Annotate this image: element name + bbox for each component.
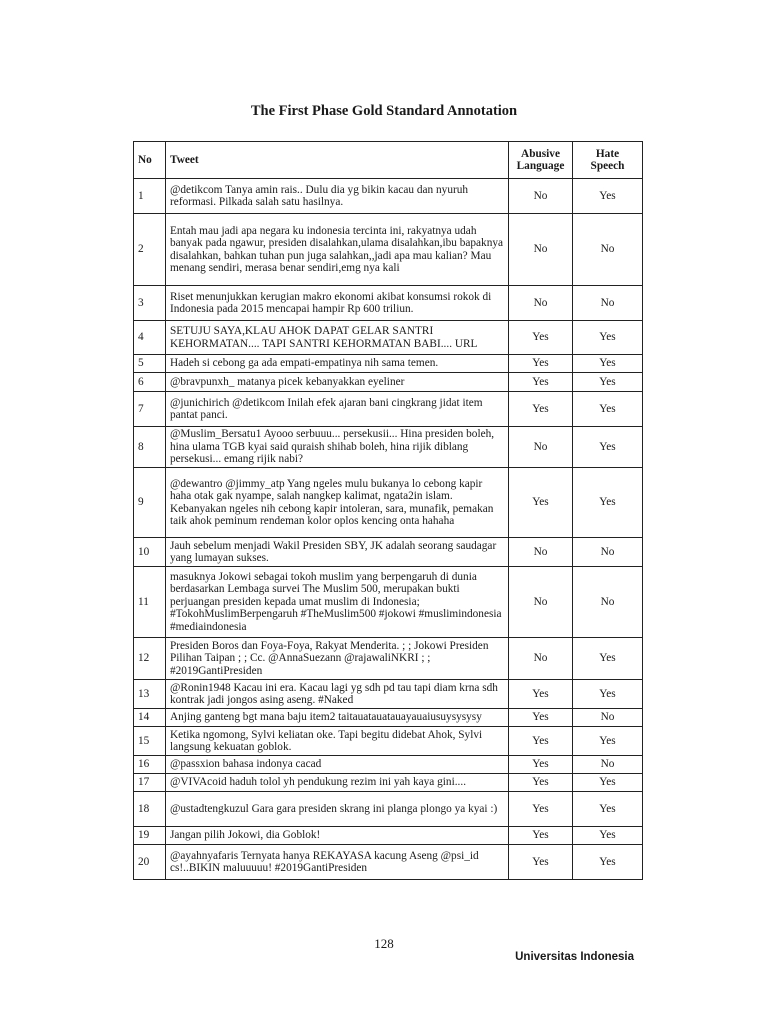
- tweet-text: Riset menunjukkan kerugian makro ekonomi akibat konsumsi rokok di Indonesia pada 2015 mencapai hampir Rp 600 triliun.: [166, 286, 509, 321]
- hate-label: Yes: [573, 845, 643, 880]
- tweet-text: @junichirich @detikcom Inilah efek ajaran bani cingkrang jidat item pantat panci.: [166, 392, 509, 427]
- tweet-text: Entah mau jadi apa negara ku indonesia tercinta ini, rakyatnya udah banyak pada ngawur, presiden disalahkan,ulama disalahkan,ibu bapaknya disalahkan, bahkan tuhan pun juga salahkan,,jadi apa mau kalian? Mau menang sendiri, merasa benar sendiri,emg nya kali: [166, 214, 509, 286]
- abusive-label: Yes: [509, 355, 573, 373]
- abusive-label: Yes: [509, 845, 573, 880]
- tweet-text: @detikcom Tanya amin rais.. Dulu dia yg bikin kacau dan nyuruh reformasi. Pilkada salah satu hasilnya.: [166, 179, 509, 214]
- row-number: 18: [134, 792, 166, 827]
- table-row: [134, 567, 643, 638]
- table-row: [134, 286, 643, 321]
- table-row: [134, 827, 643, 845]
- abusive-label: No: [509, 214, 573, 286]
- row-number: 17: [134, 774, 166, 792]
- hate-label: Yes: [573, 468, 643, 538]
- abusive-label: Yes: [509, 774, 573, 792]
- hate-label: Yes: [573, 392, 643, 427]
- hate-label: Yes: [573, 179, 643, 214]
- tweet-text: @ayahnyafaris Ternyata hanya REKAYASA kacung Aseng @psi_id cs!..BIKIN maluuuuu! #2019GantiPresiden: [166, 845, 509, 880]
- header-hate-speech: [573, 142, 643, 179]
- header-abusive-line1: Abusive: [521, 147, 560, 160]
- table-row: [134, 792, 643, 827]
- table-row: [134, 774, 643, 792]
- tweet-text: Ketika ngomong, Sylvi keliatan oke. Tapi begitu didebat Ahok, Sylvi langsung kekuatan goblok.: [166, 727, 509, 756]
- row-number: 6: [134, 373, 166, 392]
- row-number: 9: [134, 468, 166, 538]
- header-abusive-language: [509, 142, 573, 179]
- abusive-label: No: [509, 427, 573, 468]
- hate-label: Yes: [573, 827, 643, 845]
- row-number: 4: [134, 321, 166, 355]
- table-row: [134, 179, 643, 214]
- row-number: 7: [134, 392, 166, 427]
- tweet-text: @passxion bahasa indonya cacad: [166, 756, 509, 774]
- table-row: [134, 468, 643, 538]
- tweet-text: Hadeh si cebong ga ada empati-empatinya nih sama temen.: [166, 355, 509, 373]
- abusive-label: No: [509, 538, 573, 567]
- row-number: 5: [134, 355, 166, 373]
- table-header-row: [134, 142, 643, 179]
- hate-label: Yes: [573, 792, 643, 827]
- header-abusive-line2: Language: [516, 160, 565, 172]
- abusive-label: Yes: [509, 680, 573, 709]
- abusive-label: No: [509, 638, 573, 680]
- abusive-label: No: [509, 286, 573, 321]
- abusive-label: Yes: [509, 468, 573, 538]
- table-row: [134, 392, 643, 427]
- row-number: 3: [134, 286, 166, 321]
- hate-label: Yes: [573, 638, 643, 680]
- abusive-label: Yes: [509, 827, 573, 845]
- hate-label: Yes: [573, 373, 643, 392]
- abusive-label: Yes: [509, 321, 573, 355]
- table-row: [134, 638, 643, 680]
- tweet-text: Jauh sebelum menjadi Wakil Presiden SBY, JK adalah seorang saudagar yang lumayan sukses.: [166, 538, 509, 567]
- abusive-label: Yes: [509, 727, 573, 756]
- abusive-label: No: [509, 179, 573, 214]
- hate-label: No: [573, 567, 643, 638]
- abusive-label: No: [509, 567, 573, 638]
- row-number: 20: [134, 845, 166, 880]
- tweet-text: Presiden Boros dan Foya-Foya, Rakyat Menderita. ; ; Jokowi Presiden Pilihan Taipan ; ; Cc. @AnnaSuezann @rajawaliNKRI ; ; #2019GantiPresiden: [166, 638, 509, 680]
- header-no: No: [134, 142, 166, 179]
- table-row: [134, 427, 643, 468]
- table-row: [134, 214, 643, 286]
- tweet-text: @dewantro @jimmy_atp Yang ngeles mulu bukanya lo cebong kapir haha otak gak nyampe, salah nangkep kalimat, ngata2in islam. Kebanyakan ngeles nih cebong kapir intoleran, sara, munafik, pemakan taik ahok peminum rendeman kolor oplos kencing onta hahaha: [166, 468, 509, 538]
- tweet-text: Anjing ganteng bgt mana baju item2 taitauatauatauayauaiusuysysysy: [166, 709, 509, 727]
- row-number: 12: [134, 638, 166, 680]
- abusive-label: Yes: [509, 392, 573, 427]
- tweet-text: @bravpunxh_ matanya picek kebanyakkan eyeliner: [166, 373, 509, 392]
- table-row: [134, 727, 643, 756]
- table-row: [134, 756, 643, 774]
- tweet-text: Jangan pilih Jokowi, dia Goblok!: [166, 827, 509, 845]
- abusive-label: Yes: [509, 373, 573, 392]
- hate-label: Yes: [573, 321, 643, 355]
- row-number: 15: [134, 727, 166, 756]
- hate-label: Yes: [573, 680, 643, 709]
- row-number: 19: [134, 827, 166, 845]
- table-row: [134, 355, 643, 373]
- tweet-text: SETUJU SAYA,KLAU AHOK DAPAT GELAR SANTRI KEHORMATAN.... TAPI SANTRI KEHORMATAN BABI.... URL: [166, 321, 509, 355]
- row-number: 14: [134, 709, 166, 727]
- row-number: 13: [134, 680, 166, 709]
- header-hate-line2: Speech: [590, 160, 625, 172]
- hate-label: No: [573, 709, 643, 727]
- tweet-text: @Ronin1948 Kacau ini era. Kacau lagi yg sdh pd tau tapi diam krna sdh kontrak jadi jongos asing aseng. #Naked: [166, 680, 509, 709]
- table-row: [134, 845, 643, 880]
- hate-label: Yes: [573, 727, 643, 756]
- page-title: The First Phase Gold Standard Annotation: [250, 103, 518, 119]
- row-number: 1: [134, 179, 166, 214]
- table-row: [134, 373, 643, 392]
- abusive-label: Yes: [509, 756, 573, 774]
- hate-label: Yes: [573, 774, 643, 792]
- hate-label: No: [573, 286, 643, 321]
- hate-label: Yes: [573, 427, 643, 468]
- tweet-text: @VIVAcoid haduh tolol yh pendukung rezim ini yah kaya gini....: [166, 774, 509, 792]
- annotation-table: [133, 141, 643, 880]
- abusive-label: Yes: [509, 709, 573, 727]
- table-row: [134, 538, 643, 567]
- abusive-label: Yes: [509, 792, 573, 827]
- row-number: 8: [134, 427, 166, 468]
- row-number: 16: [134, 756, 166, 774]
- header-tweet: Tweet: [166, 142, 509, 179]
- header-hate-line1: Hate: [595, 147, 620, 160]
- table-row: [134, 709, 643, 727]
- hate-label: No: [573, 538, 643, 567]
- row-number: 2: [134, 214, 166, 286]
- hate-label: Yes: [573, 355, 643, 373]
- page-number: 128: [374, 936, 394, 951]
- footer-institution: Universitas Indonesia: [515, 951, 634, 963]
- row-number: 11: [134, 567, 166, 638]
- tweet-text: @ustadtengkuzul Gara gara presiden skrang ini planga plongo ya kyai :): [166, 792, 509, 827]
- hate-label: No: [573, 756, 643, 774]
- table-row: [134, 680, 643, 709]
- tweet-text: masuknya Jokowi sebagai tokoh muslim yang berpengaruh di dunia berdasarkan Lembaga survei The Muslim 500, merupakan bukti perjuangan presiden kepada umat muslim di Indonesia; #TokohMuslimBerpengaruh #TheMuslim500 #jokowi #muslimindonesia #mediaindonesia: [166, 567, 509, 638]
- row-number: 10: [134, 538, 166, 567]
- hate-label: No: [573, 214, 643, 286]
- tweet-text: @Muslim_Bersatu1 Ayooo serbuuu... persekusii... Hina presiden boleh, hina ulama TGB kyai said quraish shihab boleh, hina rijik diblang persekusi... emang rijik nabi?: [166, 427, 509, 468]
- table-row: [134, 321, 643, 355]
